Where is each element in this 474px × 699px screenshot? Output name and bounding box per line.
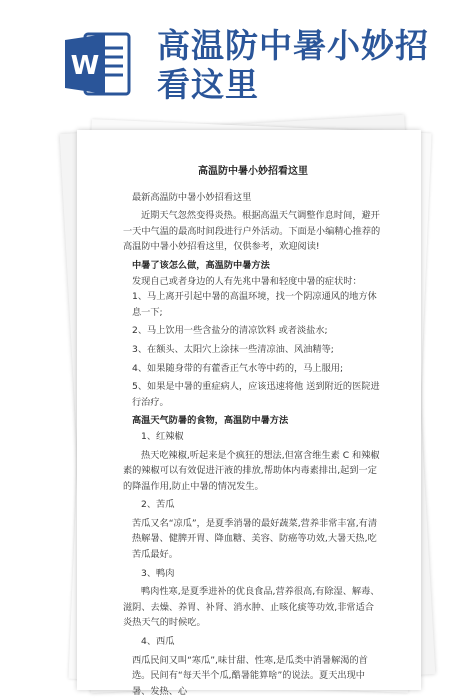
list-item: 1、马上离开引起中暑的高温环境，找一个阴凉通风的地方休息一下; [132, 291, 377, 318]
food-title: 3、鸭肉 [141, 567, 175, 579]
document-body [123, 164, 383, 699]
list-item: 2、马上饮用一些含盐分的清凉饮料 或者淡盐水; [132, 325, 328, 337]
page-title: 高温防中暑小妙招看这里 [198, 166, 308, 177]
document-page [77, 130, 421, 697]
svg-text:W: W [70, 51, 100, 81]
food-text: 热天吃辣椒,听起来是个疯狂的想法,但富含维生素 C 和辣椒素的辣椒可以有效促进汗液的排放,帮助体内毒素排出,起到一定的降温作用,防止中暑的情况发生。 [123, 449, 380, 492]
list-item: 3、在额头、太阳穴上涂抹一些清凉油、风油精等; [132, 343, 334, 355]
food-text: 西瓜民间又叫“寒瓜”,味甘甜、性寒,是瓜类中消暑解渴的首选。民间有“每天半个瓜,酷暑能算啥”的说法。夏天出现中暑、发热、心 [132, 654, 368, 697]
subtitle: 最新高温防中暑小妙招看这里 [132, 191, 252, 203]
section-heading-1: 中暑了该怎么做，高温防中暑方法 [132, 259, 270, 271]
list-item: 5、如果是中暑的重症病人，应该迅速将他 送到附近的医院进行治疗。 [132, 381, 380, 408]
header [0, 0, 474, 120]
section-lead: 发现自己或者身边的人有先兆中暑和轻度中暑的症状时： [132, 275, 362, 287]
section-heading-2: 高温天气防暑的食物，高温防中暑方法 [132, 415, 289, 427]
intro-paragraph: 近期天气忽然变得炎热。根据高温天气调整作息时间，避开一天中气温的最高时间段进行户外活动。下面是小编精心推荐的高温防中暑小妙招看这里，仅供参考，欢迎阅读! [123, 210, 381, 253]
list-item: 4、如果随身带的有藿香正气水等中药的，马上服用; [132, 362, 344, 374]
document-title-banner [157, 26, 457, 104]
food-title: 4、西瓜 [141, 636, 175, 648]
word-document-icon [63, 30, 133, 98]
title-line-2: 看这里 [157, 65, 259, 104]
title-line-1: 高温防中暑小妙招 [157, 26, 429, 65]
food-title: 2、苦瓜 [141, 499, 175, 511]
food-title: 1、红辣椒 [141, 430, 184, 442]
food-text: 苦瓜又名“凉瓜”，是夏季消暑的最好蔬菜,营养非常丰富,有清热解暑、健脾开胃、降血糖、美容、防癌等功效,大暑天热,吃苦瓜最好。 [132, 517, 378, 561]
food-text: 鸭肉性寒,是夏季进补的优良食品,营养很高,有除湿、解毒、滋阴、去燥、养胃、补肾、消水肿、止咳化痰等功效,非常适合炎热天气的时候吃。 [123, 586, 380, 629]
document-preview [0, 108, 474, 697]
